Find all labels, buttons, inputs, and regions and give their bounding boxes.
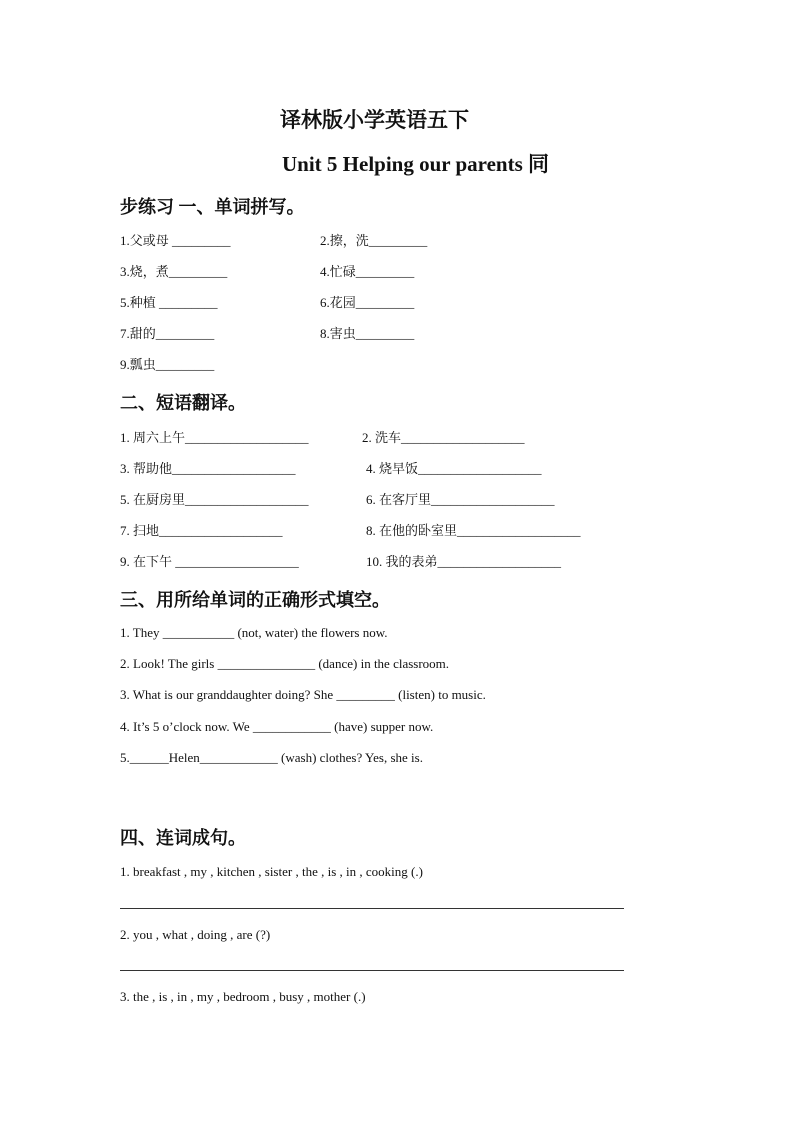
fill-item-3: 3. What is our granddaughter doing? She _________ (listen) to music.: [120, 687, 486, 702]
answer-line[interactable]: [120, 908, 624, 909]
sentence-item-3: 3. the , is , in , my , bedroom , busy , mother (.): [120, 989, 366, 1004]
fill-item-5: 5.______Helen____________ (wash) clothes? Yes, she is.: [120, 750, 423, 765]
word-item-1: 1.父或母 _________: [120, 233, 231, 248]
sentence-item-2: 2. you , what , doing , are (?): [120, 927, 271, 942]
word-item-9: 9.瓢虫_________: [120, 357, 215, 372]
word-item-4: 4.忙碌_________: [320, 264, 415, 279]
phrase-item-4: 4. 烧早饭___________________: [366, 461, 542, 476]
phrase-item-8: 8. 在他的卧室里___________________: [366, 523, 581, 538]
section-1-heading: 步练习 一、单词拼写。: [120, 197, 305, 217]
section-2-heading: 二、短语翻译。: [120, 393, 246, 413]
answer-line[interactable]: [120, 970, 624, 971]
fill-item-4: 4. It’s 5 o’clock now. We ____________ (have) supper now.: [120, 719, 434, 734]
sentence-item-1: 1. breakfast , my , kitchen , sister , the , is , in , cooking (.): [120, 864, 423, 879]
phrase-item-5: 5. 在厨房里___________________: [120, 492, 309, 507]
phrase-item-7: 7. 扫地___________________: [120, 523, 283, 538]
page-title: 译林版小学英语五下: [280, 108, 469, 132]
word-item-5: 5.种植 _________: [120, 295, 218, 310]
phrase-item-3: 3. 帮助他___________________: [120, 461, 296, 476]
phrase-item-6: 6. 在客厅里___________________: [366, 492, 555, 507]
section-3-heading: 三、用所给单词的正确形式填空。: [120, 590, 390, 610]
fill-item-1: 1. They ___________ (not, water) the flowers now.: [120, 625, 388, 640]
phrase-item-10: 10. 我的表弟___________________: [366, 554, 562, 569]
phrase-item-1: 1. 周六上午___________________: [120, 430, 309, 445]
word-item-8: 8.害虫_________: [320, 326, 415, 341]
word-item-7: 7.甜的_________: [120, 326, 215, 341]
fill-item-2: 2. Look! The girls _______________ (dance) in the classroom.: [120, 656, 450, 671]
word-item-2: 2.擦，洗_________: [320, 233, 428, 248]
word-item-3: 3.烧，煮_________: [120, 264, 228, 279]
phrase-item-9: 9. 在下午 ___________________: [120, 554, 299, 569]
page-subtitle: Unit 5 Helping our parents 同: [282, 152, 550, 176]
phrase-item-2: 2. 洗车___________________: [362, 430, 525, 445]
section-4-heading: 四、连词成句。: [120, 828, 246, 848]
word-item-6: 6.花园_________: [320, 295, 415, 310]
